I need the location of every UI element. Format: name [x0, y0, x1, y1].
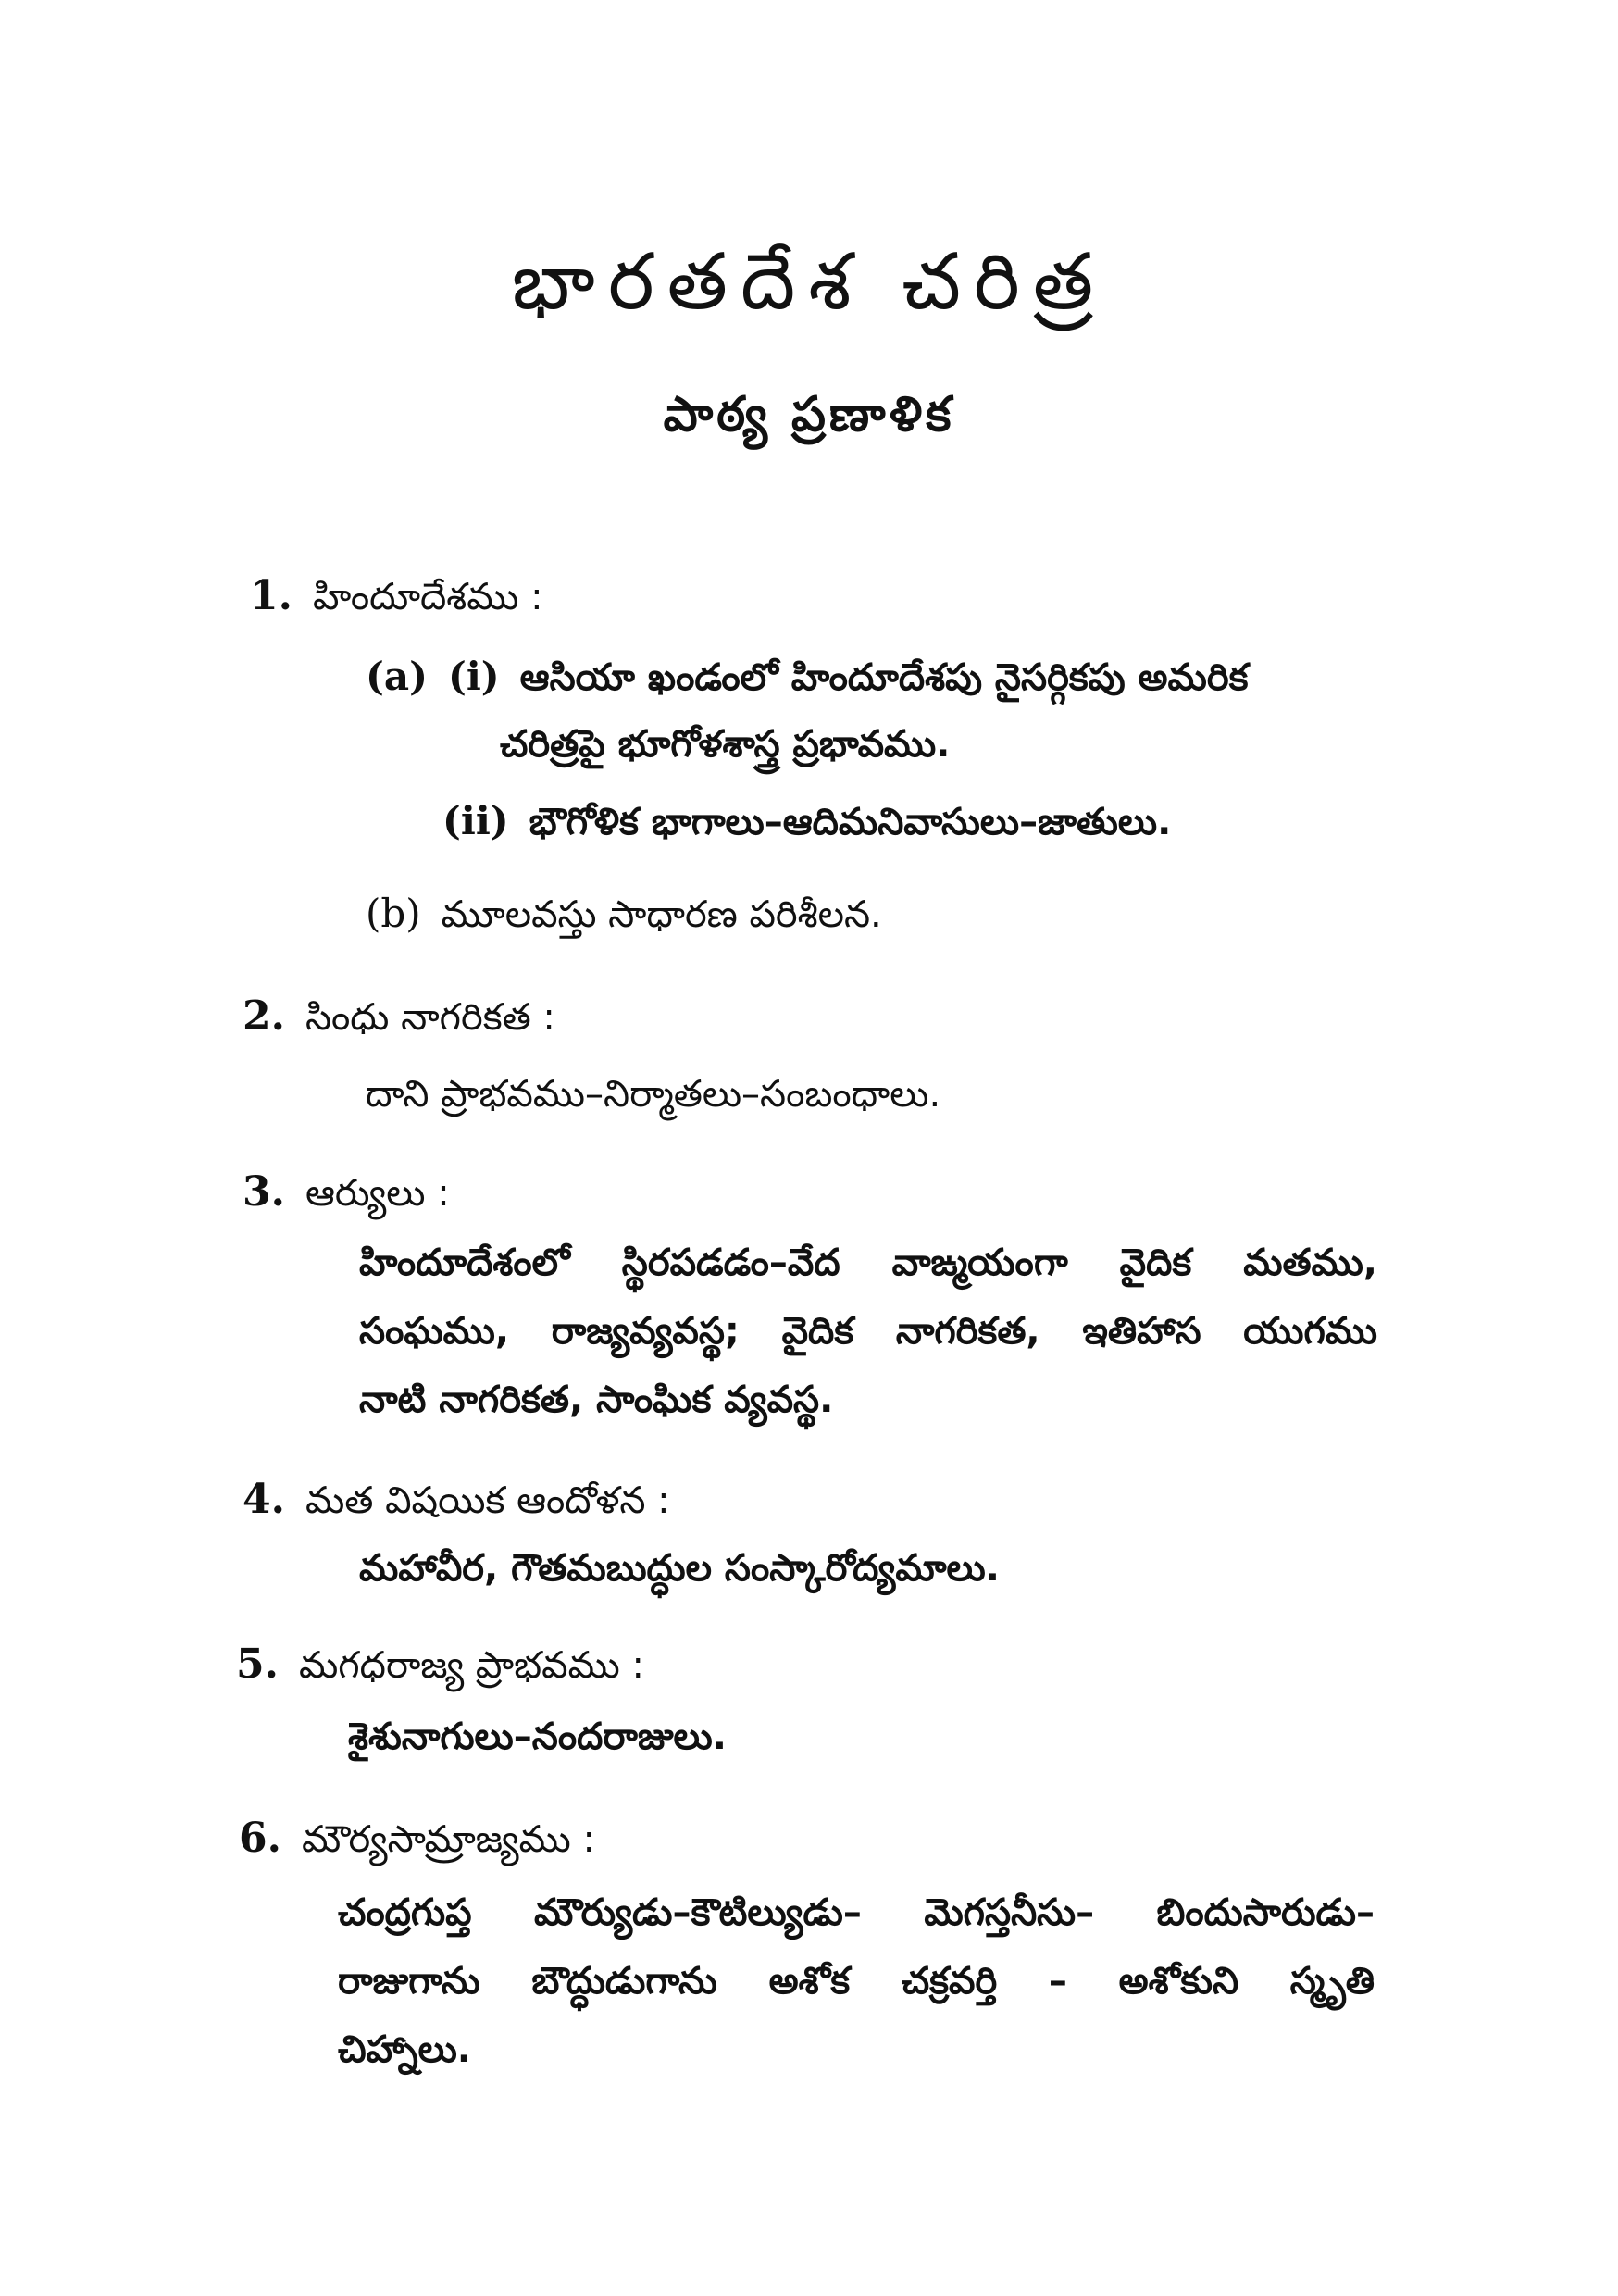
item-label-ii: (ii) [442, 798, 509, 843]
section-1-heading [250, 572, 543, 621]
item-label-b: (b) [366, 891, 421, 936]
section-6-line-3: చిహ్నాలు. [338, 2028, 471, 2071]
section-5-heading [236, 1641, 644, 1690]
section-number: 1. [250, 572, 292, 619]
section-number: 6. [239, 1815, 281, 1862]
section-6-line-2: రాజుగాను బౌద్ధుడుగాను అశోక చక్రవర్తి – అశోకుని స్మృతి [338, 1960, 1375, 2003]
section-title: సింధు నాగరికత : [305, 996, 555, 1039]
page-title: భారతదేశ చరిత్ర [511, 236, 1107, 327]
section-number: 2. [243, 992, 285, 1040]
item-label-a: (a) [366, 654, 428, 699]
section-6-line-1: చంద్రగుప్త మౌర్యుడు–కౌటిల్యుడు– మెగస్తనీసు– బిందుసారుడు– [338, 1891, 1375, 1934]
section-3-line-1: హిందూదేశంలో స్థిరపడడం–వేద వాఙ్మయంగా వైదిక మతము, [359, 1242, 1377, 1284]
section-3-heading [243, 1168, 450, 1217]
section-2-heading [243, 992, 555, 1042]
section-title: హిందూదేశము : [312, 576, 543, 618]
section-4-heading [243, 1476, 670, 1525]
section-3-line-3: నాటి నాగరికత, సాంఘిక వ్యవస్థ. [359, 1379, 834, 1421]
item-text: భౌగోళిక భాగాలు–ఆదిమనివాసులు–జాతులు. [529, 801, 1172, 843]
section-number: 4. [243, 1476, 285, 1523]
section-2-line-1: దాని ప్రాభవము–నిర్మాతలు–సంబంధాలు. [366, 1073, 941, 1116]
item-text: మూలవస్తు సాధారణ పరిశీలన. [441, 893, 882, 936]
section-title: మౌర్యసామ్రాజ్యము : [301, 1818, 595, 1861]
section-title: మత విషయిక ఆందోళన : [305, 1479, 670, 1522]
section-1-a-i-line-1 [366, 654, 1248, 700]
section-4-line-1: మహావీర, గౌతమబుద్ధుల సంస్కారోద్యమాలు. [359, 1547, 1000, 1590]
section-1-b-line [366, 891, 882, 937]
item-text: ఆసియా ఖండంలో హిందూదేశపు నైసర్గికపు అమరిక [519, 656, 1249, 699]
section-5-line-1: శైశునాగులు–నందరాజులు. [348, 1716, 727, 1758]
section-3-line-2: సంఘము, రాజ్యవ్యవస్థ; వైదిక నాగరికత, ఇతిహాస యుగము [359, 1310, 1377, 1353]
section-number: 3. [243, 1168, 285, 1216]
item-label-i: (i) [447, 654, 500, 699]
section-title: ఆర్యులు : [305, 1172, 450, 1215]
section-1-a-i-line-2: చరిత్రపై భూగోళశాస్త్ర ప్రభావము. [500, 723, 951, 766]
section-6-heading [239, 1815, 595, 1864]
page-subtitle: పాఠ్య ప్రణాళిక [663, 387, 955, 443]
section-1-a-ii-line [442, 798, 1171, 844]
section-title: మగధరాజ్య ప్రాభవము : [298, 1644, 644, 1687]
section-number: 5. [236, 1641, 279, 1688]
